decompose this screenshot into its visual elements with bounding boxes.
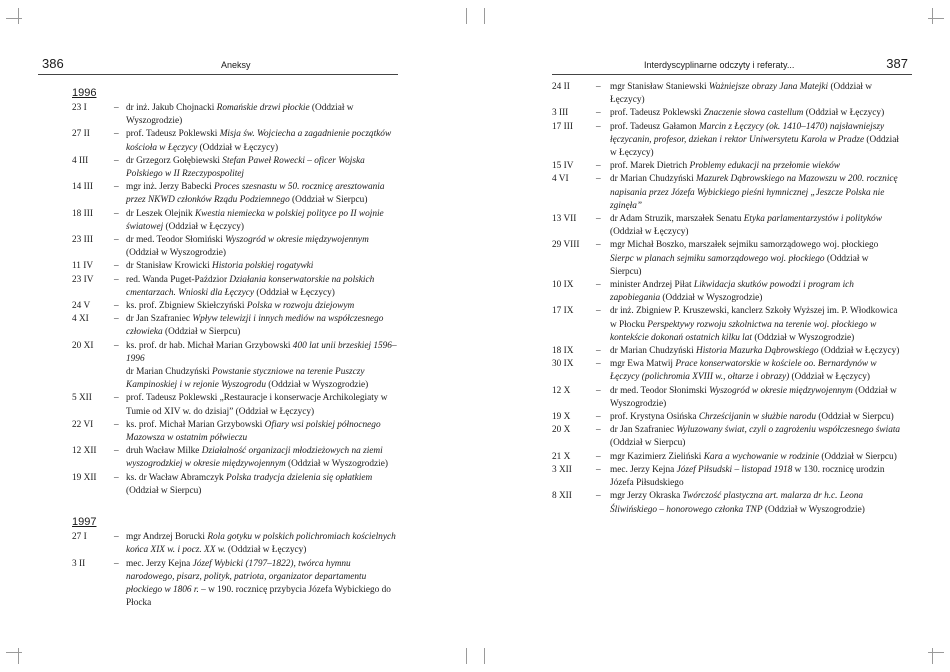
entry-dash: – — [114, 532, 119, 543]
page-header — [38, 52, 398, 75]
list-item — [552, 411, 902, 424]
list-item — [552, 385, 902, 411]
list-item — [72, 260, 398, 273]
entry-description: prof. Marek Dietrich Problemy edukacji na przełomie wieków — [610, 161, 840, 172]
list-item — [72, 472, 398, 498]
entry-date — [72, 366, 114, 392]
entry-dash: – — [596, 82, 601, 92]
crop-mark — [6, 652, 22, 653]
entry-description: dr Marian Chudzyński Historia Mazurka Dąbrowskiego (Oddział w Łęczycy) — [610, 346, 900, 357]
list-item — [72, 274, 398, 300]
entry-dash: – — [596, 491, 601, 502]
list-item — [72, 313, 398, 339]
list-item — [552, 490, 902, 516]
entry-description: red. Wanda Puget-Paździor Działania konserwatorskie na polskich cmentarzach. Wnioski dla Łęczycy (Oddział w Łęczycy) — [126, 274, 375, 298]
entry-description: druh Wacław Milke Działalność organizacji młodzieżowych na ziemi wyszogrodzkiej w okresie międzywojennym (Oddział w Wyszogrodzie) — [126, 446, 388, 470]
entry-description: mgr Kazimierz Zieliński Kara a wychowanie w rodzinie (Oddział w Sierpcu) — [610, 451, 897, 462]
entry-dash: – — [114, 103, 119, 113]
entry-description: dr Grzegorz Gołębiewski Stefan Paweł Rowecki – oficer Wojska Polskiego w II Rzeczypospolitej — [126, 155, 365, 180]
list-item — [552, 424, 902, 450]
entry-dash: – — [596, 214, 601, 225]
entry-dash: – — [114, 274, 119, 285]
entry-date: 14 III — [72, 182, 93, 193]
entry-description: dr inż. Jakub Chojnacki Romańskie drzwi płockie (Oddział w Wyszogrodzie) — [126, 103, 354, 127]
entry-description: prof. Tadeusz Poklewski „Restauracje i konserwacje Archikolegiaty w Tumie od XIV w. do dzisiaj” (Oddział w Łęczycy) — [126, 393, 388, 417]
entry-date: 3 II — [72, 558, 86, 569]
entry-date: 17 IX — [552, 306, 574, 317]
entry-dash: – — [596, 425, 601, 436]
crop-mark — [928, 652, 944, 653]
entry-date: 12 X — [552, 385, 571, 396]
list-item — [72, 234, 398, 260]
entry-dash: – — [114, 558, 119, 569]
entry-date: 4 VI — [552, 174, 569, 185]
list-item — [72, 445, 398, 471]
entry-date: 23 I — [72, 103, 87, 113]
left-page — [38, 52, 398, 612]
list-item — [552, 464, 902, 490]
entry-description: mgr Ewa Matwij Prace konserwatorskie w kościele oo. Bernardynów w Łęczycy (polichromia XVIII w., ołtarze i obrazy) (Oddział w Łęczycy) — [610, 359, 877, 383]
entry-date: 3 XII — [552, 464, 572, 475]
entry-date: 27 II — [72, 129, 90, 140]
entry-dash: – — [596, 464, 601, 475]
entry-date: 20 X — [552, 425, 571, 436]
entry-date: 23 III — [72, 235, 93, 246]
list-item — [552, 279, 902, 305]
entry-dash — [114, 366, 126, 392]
list-item — [72, 419, 398, 445]
crop-mark — [932, 8, 933, 24]
crop-mark — [6, 18, 22, 19]
entry-dash: – — [114, 235, 119, 246]
entry-date: 21 X — [552, 451, 571, 462]
list-item — [72, 366, 398, 392]
entry-date: 17 III — [552, 121, 573, 132]
entry-description: mgr inż. Jerzy Babecki Proces szesnastu w 50. rocznicę aresztowania przez NKWD członków Rządu Podziemnego (Oddział w Sierpcu) — [126, 182, 385, 206]
crop-mark — [466, 648, 467, 664]
entry-date: 19 XII — [72, 472, 97, 483]
entry-dash: – — [596, 174, 601, 185]
list-item — [552, 173, 902, 213]
list-item — [72, 102, 398, 128]
entry-description: dr Adam Struzik, marszałek Senatu Etyka parlamentarzystów i polityków (Oddział w Łęczycy) — [610, 214, 882, 238]
entry-description: prof. Tadeusz Gałamon Marcin z Łęczycy (ok. 1410–1470) najsławniejszy łęczycanin, profesor, dziekan i rektor Uniwersytetu Karola w Pradze (Oddział w Łęczycy) — [610, 121, 899, 159]
entry-dash: – — [596, 240, 601, 251]
entry-dash: – — [114, 301, 119, 312]
entry-dash: – — [596, 121, 601, 132]
page-header — [552, 52, 912, 75]
entry-dash: – — [596, 280, 601, 291]
list-item — [552, 213, 902, 239]
entry-dash: – — [114, 393, 119, 404]
entry-date: 27 I — [72, 532, 87, 543]
entry-date: 4 III — [72, 155, 89, 166]
list-item — [552, 81, 902, 107]
entry-date: 3 III — [552, 108, 569, 119]
list-item — [72, 155, 398, 181]
entry-dash: – — [114, 314, 119, 325]
list-item — [552, 358, 902, 384]
entry-description: dr med. Teodor Słonimski Wyszogród w okresie międzywojennym (Oddział w Wyszogrodzie) — [610, 385, 897, 409]
crop-mark — [484, 8, 485, 24]
page-number: 387 — [886, 56, 908, 71]
list-item — [72, 208, 398, 234]
list-item — [552, 107, 902, 120]
entry-description: ks. prof. Zbigniew Skiełczyński Polska w rozwoju dziejowym — [126, 301, 355, 312]
entry-description: dr Marian Chudzyński Mazurek Dąbrowskiego na Mazowszu w 200. rocznicę napisania przez Józefa Wybickiego pieśni hymnicznej „Jeszcze Polska nie zginęła” — [610, 174, 898, 211]
entry-description: mgr Michał Boszko, marszałek sejmiku samorządowego woj. płockiego Sierpc w planach sejmiku samorządowego woj. płockiego (Oddział w Sierpcu) — [610, 240, 879, 277]
list-item — [72, 531, 398, 557]
entry-description: dr Leszek Olejnik Kwestia niemiecka w polskiej polityce po II wojnie światowej (Oddział w Łęczycy) — [126, 208, 384, 232]
entry-date: 19 X — [552, 412, 571, 423]
entry-description: dr Marian Chudzyński Powstanie styczniowe na terenie Puszczy Kampinoskiej i w rejonie Wyszogrodu (Oddział w Wyszogrodzie) — [126, 367, 369, 391]
entry-dash: – — [114, 472, 119, 483]
entry-date: 20 XI — [72, 340, 94, 351]
list-item — [552, 305, 902, 345]
list-item — [552, 451, 902, 464]
entry-description: prof. Krystyna Osińska Chrześcijanin w służbie narodu (Oddział w Sierpcu) — [610, 412, 894, 423]
entry-description: prof. Tadeusz Poklewski Znaczenie słowa castellum (Oddział w Łęczycy) — [610, 108, 885, 119]
entry-description: ks. dr Wacław Abramczyk Polska tradycja dzielenia się opłatkiem (Oddział w Sierpcu) — [126, 472, 373, 496]
list-item — [72, 128, 398, 154]
list-item — [72, 558, 398, 611]
crop-mark — [18, 8, 19, 24]
lecture-list — [38, 75, 398, 610]
entry-date: 11 IV — [72, 261, 94, 272]
running-head: Interdyscyplinarne odczyty i referaty... — [644, 60, 795, 70]
entry-date: 23 IV — [72, 274, 94, 285]
entry-description: mgr Jerzy Okraska Twórczość plastyczna art. malarza dr h.c. Leona Śliwińskiego – honorowego członka TNP (Oddział w Wyszogrodzie) — [610, 491, 865, 515]
entry-description: prof. Tadeusz Poklewski Misja św. Wojciecha a zagadnienie początków kościoła w Łęczycy (Oddział w Łęczycy) — [126, 129, 392, 153]
entry-description: mec. Jerzy Kejna Józef Wybicki (1797–1822), twórca hymnu narodowego, pisarz, polityk, patriota, organizator departamentu płockiego w 1806 r. – w 190. rocznicę przybycia Józefa Wybickiego do Płocka — [126, 558, 391, 609]
list-item — [552, 160, 902, 173]
entry-description: mgr Stanisław Staniewski Ważniejsze obrazy Jana Matejki (Oddział w Łęczycy) — [610, 82, 873, 106]
entry-dash: – — [596, 451, 601, 462]
entry-dash: – — [596, 346, 601, 357]
page-number: 386 — [42, 56, 64, 71]
list-item — [72, 340, 398, 366]
crop-mark — [466, 8, 467, 24]
crop-mark — [932, 648, 933, 664]
entry-dash: – — [596, 161, 601, 172]
entry-date: 30 IX — [552, 359, 574, 370]
entry-dash: – — [114, 261, 119, 272]
entry-description: ks. prof. dr hab. Michał Marian Grzybowski 400 lat unii brzeskiej 1596–1996 — [126, 340, 397, 364]
entry-date: 29 VIII — [552, 240, 580, 251]
list-item — [552, 345, 902, 358]
entry-dash: – — [114, 419, 119, 430]
entry-dash: – — [114, 182, 119, 193]
entry-dash: – — [596, 412, 601, 423]
entry-description: dr Jan Szafraniec Wpływ telewizji i innych mediów na współczesnego człowieka (Oddział w Sierpcu) — [126, 314, 384, 338]
running-head: Aneksy — [221, 60, 251, 70]
entry-date: 12 XII — [72, 446, 97, 457]
entry-date: 18 IX — [552, 346, 574, 357]
year-heading: 1996 — [72, 87, 97, 99]
entry-description: dr inż. Zbigniew P. Kruszewski, kanclerz Szkoły Wyższej im. P. Włodkowica w Płocku Perspektywy rozwoju szkolnictwa na terenie woj. płockiego w kontekście dokonań ostatnich kilku lat (Oddział w Wyszogrodzie) — [610, 306, 898, 343]
lecture-list — [552, 75, 912, 517]
entry-date: 18 III — [72, 208, 93, 219]
entry-dash: – — [596, 306, 601, 317]
crop-mark — [484, 648, 485, 664]
entry-date: 22 VI — [72, 419, 94, 430]
entry-date: 8 XII — [552, 491, 572, 502]
entry-date: 5 XII — [72, 393, 92, 404]
list-item — [72, 392, 398, 418]
entry-description: dr Jan Szafraniec Wyluzowany świat, czyli o zagrożeniu współczesnego świata (Oddział w Sierpcu) — [610, 425, 901, 449]
entry-description: mec. Jerzy Kejna Józef Piłsudski – listopad 1918 w 130. rocznicę urodzin Józefa Piłsudskiego — [610, 464, 885, 489]
entry-dash: – — [596, 108, 601, 119]
entry-date: 24 II — [552, 82, 570, 92]
right-page — [552, 52, 912, 612]
crop-mark — [928, 18, 944, 19]
crop-mark — [18, 648, 19, 664]
entry-date: 13 VII — [552, 214, 577, 225]
entry-dash: – — [114, 208, 119, 219]
list-item — [72, 181, 398, 207]
entry-date: 15 IV — [552, 161, 574, 172]
entry-date: 24 V — [72, 301, 91, 312]
entry-description: ks. prof. Michał Marian Grzybowski Ofiary wsi polskiej północnego Mazowsza w ostatnim półwieczu — [126, 419, 381, 444]
year-heading: 1997 — [72, 516, 97, 529]
entry-description: dr Stanisław Krowicki Historia polskiej rogatywki — [126, 261, 314, 272]
list-item — [72, 300, 398, 313]
entry-dash: – — [596, 359, 601, 370]
entry-date: 10 IX — [552, 280, 574, 291]
entry-dash: – — [114, 340, 119, 351]
entry-date: 4 XI — [72, 314, 89, 325]
list-item — [552, 239, 902, 279]
entry-dash: – — [114, 155, 119, 166]
entry-dash: – — [114, 446, 119, 457]
entry-description: minister Andrzej Piłat Likwidacja skutków powodzi i program ich zapobiegania (Oddział w Wyszogrodzie) — [610, 280, 854, 304]
list-item — [552, 121, 902, 161]
entry-description: dr med. Teodor Słomiński Wyszogród w okresie międzywojennym (Oddział w Wyszogrodzie) — [126, 235, 369, 259]
entry-dash: – — [114, 129, 119, 140]
entry-dash: – — [596, 385, 601, 396]
entry-description: mgr Andrzej Borucki Rola gotyku w polskich polichromiach kościelnych końca XIX w. i pocz. XX w. (Oddział w Łęczycy) — [126, 532, 396, 556]
